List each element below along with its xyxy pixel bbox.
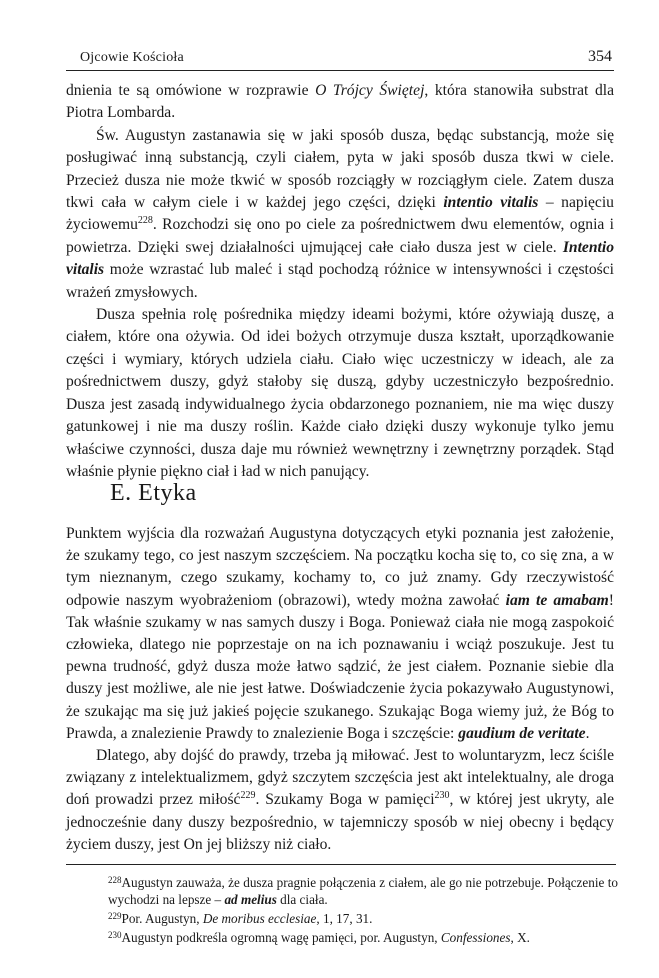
paragraph-1: dnienia te są omówione w rozprawie O Trójcy Świętej, która stanowiła substrat dla Piotra Lombarda. (66, 82, 615, 122)
footnote-ref-230[interactable]: 230 (434, 790, 450, 802)
main-text-top (66, 80, 614, 483)
latin-term: intentio vitalis (443, 194, 539, 212)
main-text-bottom (66, 523, 614, 856)
section-heading: E. Etyka (110, 480, 197, 506)
running-title: Ojcowie Kościoła (80, 50, 184, 65)
latin-term: gaudium de veritate (458, 724, 586, 742)
latin-term: iam te amabam (505, 591, 609, 609)
footnotes (108, 872, 618, 946)
footnote-229: $^{229}$Por. Augustyn, De moribus ecclesiae, 1, 17, 31. (108, 911, 373, 926)
footnote-ref-229[interactable]: 229 (240, 790, 256, 802)
paragraph-4: Punktem wyjścia dla rozważań Augustyna dotyczących etyki poznania jest założenie, że szukamy tego, co jest naszym szczęściem. Na początku kocha się to, co się zna, a w tym nieznanym, czego szukamy, kochamy to, co już znamy. Gdy rzeczywistość odpowie naszym wyobrażeniom (obrazowi), wtedy można zawołać iam te amabam! Tak właśnie szukamy w nas samych duszy i Boga. Ponieważ ciała nie mogą zaspokoić człowieka, dlatego nie poprzestaje on na ich poznawaniu i wciąż poszukuje. Jest tu pewna trudność, gdyż dusza może łatwo sądzić, że jest ciałem. Poznanie siebie dla duszy jest możliwe, ale nie jest łatwe. Doświadczenie życia pokazywało Augustynowi, że szukając ma się już jakieś pojęcie szukanego. Szukając Boga wiemy już, że Bóg to Prawda, a znalezienie Prawdy to znalezienie Boga i szczęście: gaudium de veritate. (66, 525, 614, 742)
page-number: 354 (588, 48, 612, 65)
footnote-ref-228[interactable]: 228 (137, 215, 153, 227)
paragraph-5: Dlatego, aby dojść do prawdy, trzeba ją miłować. Jest to woluntaryzm, lecz ściśle związany z intelektualizmem, gdyż szczytem szczęścia jest akt intelektualny, ale droga doń prowadzi przez miłość$^{229}$. Szukamy Boga w pamięci$^{230}$, w której jest ukryty, ale jednocześnie dany duszy bezpośrednio, w tajemniczy sposób w niej obecny i będący życiem duszy, jest On jej bliższy niż ciało. (66, 747, 614, 853)
footnote-228: $^{228}$Augustyn zauważa, że dusza pragnie połączenia z ciałem, ale go nie potrzebuje. Połączenie to wychodzi na lepsze – ad melius dla ciała. (108, 875, 618, 907)
latin-term: Intentio vitalis (66, 238, 614, 279)
footnote-230: $^{230}$Augustyn podkreśla ogromną wagę pamięci, por. Augustyn, Confessiones, X. (108, 930, 530, 945)
paragraph-2: Św. Augustyn zastanawia się w jaki sposób dusza, będąc substancją, może się posługiwać inną substancją, czyli ciałem, pyta w jaki sposób dusza tkwi w ciele. Przecież dusza nie może tkwić w sposób rozciągły w rozciągłym ciele. Zatem dusza tkwi cała w całym ciele i w każdej jego części, dzięki intentio vitalis – napięciu życiowemu$^{228}$. Rozchodzi się ono po ciele za pośrednictwem dwu elementów, ognia i powietrza. Dzięki swej działalności ujmującej całe ciało dusza jest w ciele. Intentio vitalis może wzrastać lub maleć i stąd pochodzą różnice w intensywności i częstości wrażeń zmysłowych. (66, 126, 614, 301)
work-title: O Trójcy Świętej (315, 82, 425, 99)
footnote-divider (66, 864, 616, 865)
running-header (66, 44, 614, 71)
paragraph-3: Dusza spełnia rolę pośrednika między ideami bożymi, które ożywiają duszę, a ciałem, które ona ożywia. Od idei bożych otrzymuje dusza kształt, uporządkowanie części i wymiary, których udziela ciału. Ciało więc uczestniczy w ideach, ale za pośrednictwem duszy, gdyż stałoby się duszą, gdyby uczestniczyło bezpośrednio. Dusza jest zasadą indywidualnego życia obdarzonego poznaniem, nie ma więc duszy gatunkowej i nie ma duszy roślin. Każde ciało dzięki duszy wykonuje tylko jemu właściwe czynności, dusza daje mu również wewnętrzny i zewnętrzny porządek. Stąd właśnie płynie piękno ciał i ład w nich panujący. (66, 306, 614, 480)
